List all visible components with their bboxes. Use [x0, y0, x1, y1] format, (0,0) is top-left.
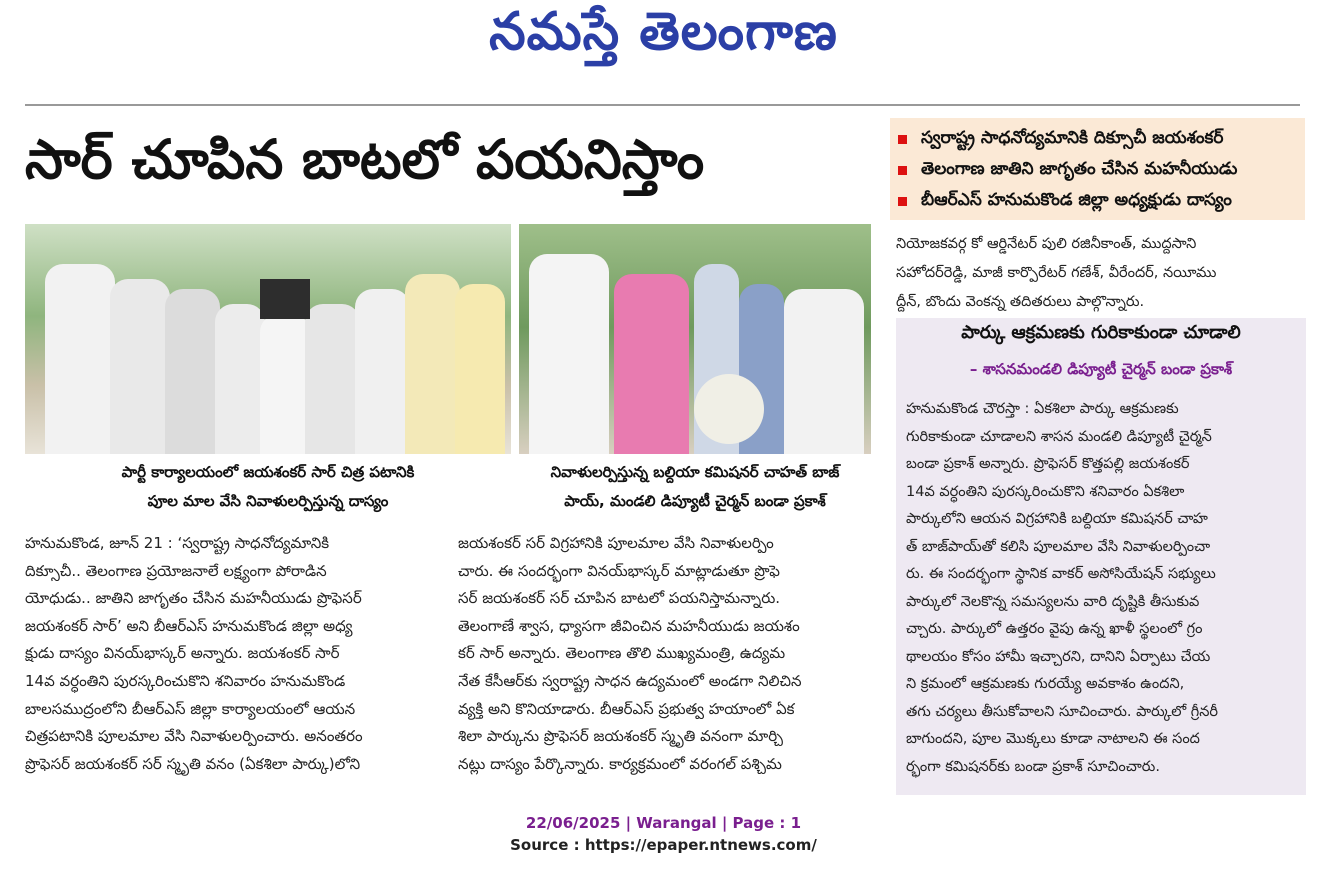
text-line: బాలసముద్రంలోని బీఆర్‌ఎస్‌ జిల్లా కార్యాలయంలో ఆయన [25, 699, 356, 718]
text-line: చారు. ఈ సందర్భంగా వినయ్‌భాస్కర్‌ మాట్లాడుతూ ప్రొఫె [458, 561, 780, 580]
text-line: హనుమకొండ చౌరస్తా : ఏకశిలా పార్కు ఆక్రమణకు [906, 401, 1179, 417]
text-line: ద్దీన్‌, బొందు వెంకన్న తదితరులు పాల్గొన్నారు. [896, 294, 1145, 310]
text-line: జయశంకర్‌ సర్‌ విగ్రహానికి పూలమాల వేసి నివాళులర్పిం [458, 534, 774, 552]
highlight-text: బీఆర్‌ఎస్‌ హనుమకొండ జిల్లా అధ్యక్షుడు దాస్యం [921, 189, 1232, 210]
highlight-text: తెలంగాణ జాతిని జాగృతం చేసిన మహనీయుడు [921, 158, 1238, 179]
text-line: బండా ప్రకాశ్‌ అన్నారు. ప్రొఫెసర్‌ కొత్తపల్లి జయశంకర్‌ [906, 456, 1190, 472]
masthead-logo: నమస్తే తెలంగాణ [489, 2, 838, 62]
text-line: తగు చర్యలు తీసుకోవాలని సూచించారు. పార్కులో గ్రీనరీ [906, 703, 1218, 720]
footer-source: Source : https://epaper.ntnews.com/ [510, 836, 817, 854]
text-line: కర్‌ సార్‌ అన్నారు. తెలంగాణ తొలి ముఖ్యమంత్రి, ఉద్యమ [458, 644, 786, 663]
text-line: బాగుందని, పూల మొక్కలు కూడా నాటాలని ఈ సంద [906, 731, 1200, 747]
text-line: దిక్సూచీ.. తెలంగాణ ప్రయోజనాలే లక్ష్యంగా పోరాడిన [25, 561, 327, 580]
text-line: నేత కేసీఆర్‌కు స్వరాష్ట్ర సాధన ఉద్యమంలో అండగా నిలిచిన [458, 671, 802, 690]
text-line: చ్చారు. పార్కులో ఉత్తరం వైపు ఉన్న ఖాళీ స్థలంలో గ్రం [906, 621, 1203, 637]
photo-party-office [25, 224, 511, 454]
headline: సార్‌ చూపిన బాటలో పయనిస్తాం [25, 128, 705, 191]
text-line: థాలయం కోసం హామీ ఇచ్చారని, దానిని ఏర్పాటు చేయ [906, 648, 1211, 665]
text-line: క్షుడు దాస్యం వినయ్‌భాస్కర్‌ అన్నారు. జయశంకర్‌ సార్‌ [25, 644, 340, 663]
text-line: ర్భంగా కమిషనర్‌కు బండా ప్రకాశ్‌ సూచించారు. [906, 758, 1160, 775]
text-line: తెలంగాణే శ్వాస, ధ్యాసగా జీవించిన మహనీయుడు జయశం [458, 616, 800, 635]
text-line: 14వ వర్ధంతిని పురస్కరించుకొని శనివారం హనుమకొండ [25, 671, 346, 690]
text-line: గురికాకుండా చూడాలని శాసన మండలి డిప్యూటీ చైర్మన్‌ [906, 428, 1212, 445]
text-line: పార్కులో నెలకొన్న సమస్యలను వారి దృష్టికి తీసుకువ [906, 593, 1200, 610]
footer-date-edition: 22/06/2025 | Warangal | Page : 1 [525, 814, 802, 832]
text-line: పార్కులోని ఆయన విగ్రహానికి బల్దియా కమిషనర్‌ చాహ [906, 511, 1208, 527]
text-line: హనుమకొండ, జూన్‌ 21 : ‘స్వరాష్ట్ర సాధనోద్యమానికి [25, 534, 330, 552]
sidebar-story-title: పార్కు ఆక్రమణకు గురికాకుండా చూడాలి [961, 322, 1241, 343]
caption-line: పార్టీ కార్యాలయంలో జయశంకర్‌ సార్‌ చిత్ర పటానికి [121, 463, 415, 481]
highlight-item [898, 124, 1297, 155]
text-line: 14వ వర్ధంతిని పురస్కరించుకొని శనివారం ఏకశిలా [906, 483, 1185, 500]
sidebar-story-subtitle: – శాసనమండలి డిప్యూటీ చైర్మన్‌ బండా ప్రకాశ్‌ [969, 360, 1233, 378]
text-line: నట్లు దాస్యం పేర్కొన్నారు. కార్యక్రమంలో వరంగల్‌ పశ్చిమ [458, 754, 782, 773]
text-line: ప్రొఫెసర్‌ జయశంకర్‌ సర్‌ స్మృతి వనం (ఏకశిలా పార్కు)లోని [25, 754, 361, 773]
caption-line: పూల మాల వేసి నివాళులర్పిస్తున్న దాస్యం [147, 492, 389, 510]
text-line: సహోదర్‌రెడ్డి, మాజీ కార్పొరేటర్‌ గణేశ్‌, వీరేందర్‌, నయీము [896, 265, 1217, 281]
sidebar-story-body [906, 396, 1298, 781]
text-line: శిలా పార్కును ప్రొఫెసర్‌ జయశంకర్‌ స్మృతి వనంగా మార్చి [458, 727, 783, 746]
photo-park-tribute [519, 224, 871, 454]
photo-caption-1 [25, 458, 511, 516]
highlight-text: స్వరాష్ట్ర సాధనోద్యమానికి దిక్సూచీ జయశంకర్ [921, 127, 1224, 148]
text-line: చిత్రపటానికి పూలమాల వేసి నివాళులర్పించారు. అనంతరం [25, 727, 363, 746]
caption-line: పాయ్‌, మండలి డిప్యూటీ చైర్మన్‌ బండా ప్రకాశ్‌ [564, 492, 826, 510]
bullet-marker-icon [898, 166, 907, 175]
text-line: త్‌ బాజ్‌పాయ్‌తో కలిసి పూలమాల వేసి నివాళులర్పించా [906, 538, 1211, 555]
text-line: యోధుడు.. జాతిని జాగృతం చేసిన మహనీయుడు ప్రొఫెసర్‌ [25, 589, 362, 608]
highlight-item [898, 155, 1297, 186]
text-line: నియోజకవర్గ కో ఆర్డినేటర్‌ పులి రజినీకాంత్‌, ముద్దసాని [896, 236, 1197, 252]
text-line: సర్‌ జయశంకర్‌ సర్‌ చూపిన బాటలో పయనిస్తామన్నారు. [458, 589, 781, 608]
highlights-box [890, 118, 1305, 220]
bullet-marker-icon [898, 197, 907, 206]
article-column-1 [25, 530, 449, 778]
photo-caption-2 [519, 458, 871, 516]
text-line: జయశంకర్‌ సార్‌’ అని బీఆర్‌ఎస్‌ హనుమకొండ జిల్లా అధ్య [25, 616, 353, 635]
article-column-2 [458, 530, 872, 778]
text-line: వ్యక్తి అని కొనియాడారు. బీఆర్‌ఎస్‌ ప్రభుత్వ హయాంలో ఏక [458, 699, 795, 718]
masthead-divider [25, 104, 1300, 106]
right-intro-text [896, 230, 1306, 317]
caption-line: నివాళులర్పిస్తున్న బల్దియా కమిషనర్‌ చాహత్‌ బాజ్‌ [550, 463, 840, 481]
text-line: రు. ఈ సందర్భంగా స్థానిక వాకర్‌ అసోసియేషన్‌ సభ్యులు [906, 566, 1216, 582]
bullet-marker-icon [898, 135, 907, 144]
highlight-item [898, 186, 1297, 217]
text-line: ని క్రమంలో ఆక్రమణకు గురయ్యే అవకాశం ఉందని, [906, 676, 1185, 692]
